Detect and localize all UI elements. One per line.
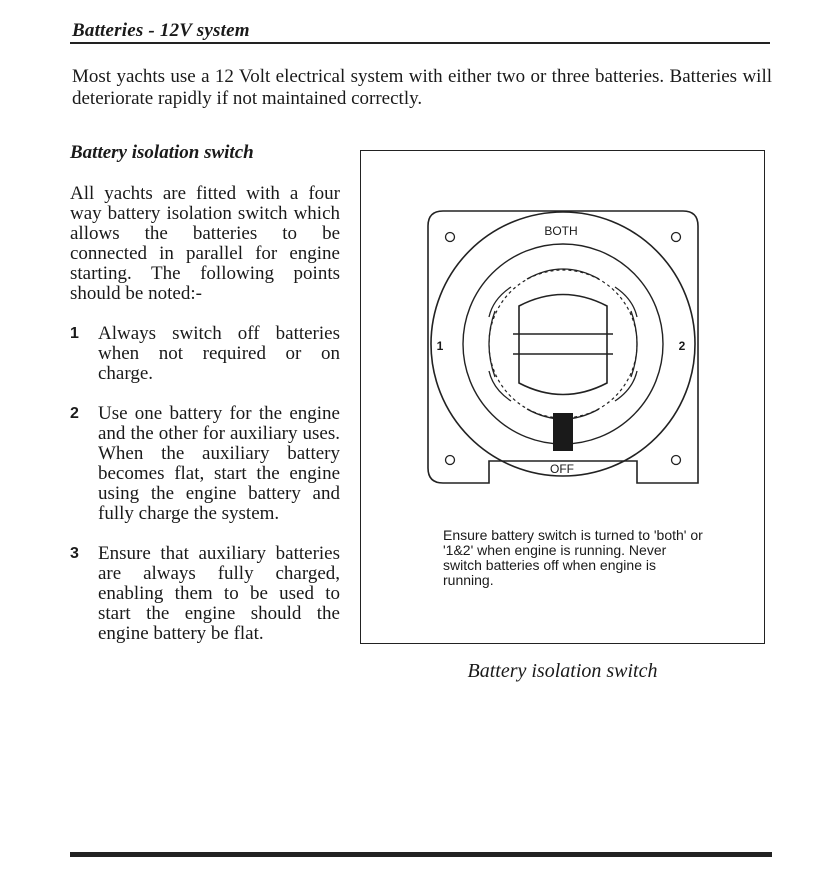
label-both: BOTH [544,224,578,238]
section-paragraph: All yachts are fitted with a four way battery isolation switch which allows the batteries to be connected in parallel for engine starting. The following points should be noted:- [70,183,340,304]
point-number: 3 [70,545,79,562]
mounting-hole-icon [446,233,455,242]
footer-divider [70,852,772,857]
text-column [70,184,340,644]
figure-caption: Battery isolation switch [467,660,658,682]
point-number: 2 [70,405,79,422]
header-divider [70,42,770,44]
label-two: 2 [678,339,686,353]
knob-pointer [553,413,573,451]
points-list [70,324,340,644]
list-item [70,324,340,384]
point-text: Always switch off batteries when not required or on charge. [98,323,340,384]
list-item [70,544,340,644]
figure-note: Ensure battery switch is turned to 'both' or '1&2' when engine is running. Never switch batteries off when engine is running. [443,527,703,588]
mounting-hole-icon [446,456,455,465]
intro-paragraph: Most yachts use a 12 Volt electrical system with either two or three batteries. Batteries will deteriorate rapidly if not maintained correctly. [72,66,772,109]
knob-handle [519,295,607,395]
page-title: Batteries - 12V system [72,20,250,41]
mounting-hole-icon [672,456,681,465]
label-one: 1 [436,339,444,353]
label-off: OFF [550,462,574,476]
section-heading: Battery isolation switch [70,142,254,163]
mounting-hole-icon [672,233,681,242]
point-text: Use one battery for the engine and the other for auxiliary uses. When the auxiliary battery becomes flat, start the engine using the engine battery and fully charge the system. [98,403,340,524]
point-number: 1 [70,325,79,342]
point-text: Ensure that auxiliary batteries are always fully charged, enabling them to be used to start the engine should the engine battery be flat. [98,543,340,644]
figure-frame [360,150,765,644]
list-item [70,404,340,524]
